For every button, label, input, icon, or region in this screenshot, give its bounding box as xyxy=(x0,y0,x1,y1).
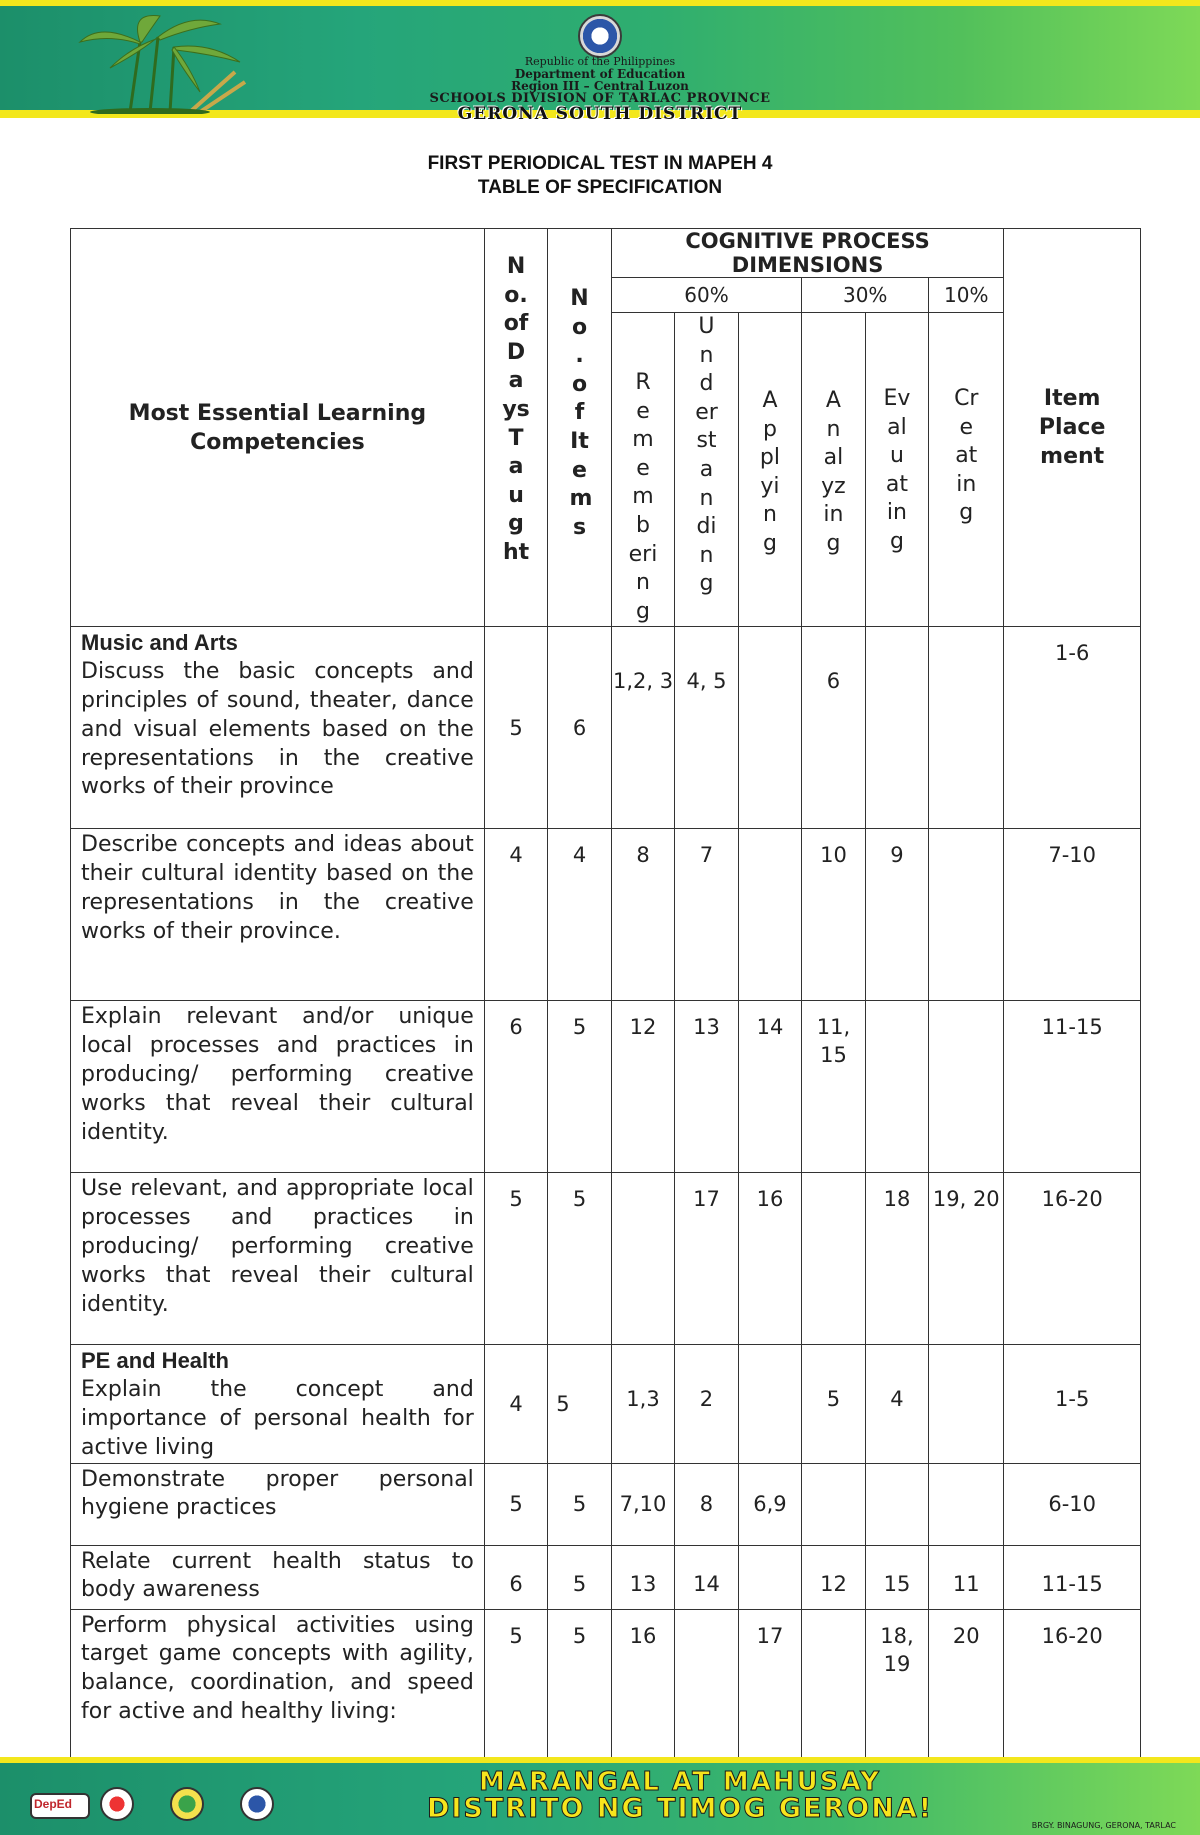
header-analyzing: A n al yz in g xyxy=(802,313,865,627)
competency-cell xyxy=(71,829,485,1001)
items-cell: 4 xyxy=(548,829,611,1001)
applying-cell xyxy=(738,829,801,1001)
table-row xyxy=(71,1173,1141,1345)
creating-cell: 19, 20 xyxy=(929,1173,1004,1345)
days-cell: 6 xyxy=(484,1545,547,1609)
evaluating-cell: 18 xyxy=(865,1173,928,1345)
items-cell: 5 xyxy=(548,1173,611,1345)
table-row xyxy=(71,1345,1141,1463)
remembering-cell: 16 xyxy=(611,1609,674,1757)
placement-cell: 11-15 xyxy=(1004,1001,1141,1173)
document-title xyxy=(0,152,1200,200)
table-row xyxy=(71,1001,1141,1173)
competency-cell xyxy=(71,1609,485,1757)
division-seal-icon xyxy=(100,1787,134,1821)
footer-address: BRGY. BINAGUNG, GERONA, TARLAC xyxy=(1031,1821,1176,1830)
placement-cell: 1-5 xyxy=(1004,1345,1141,1463)
understanding-cell xyxy=(675,1609,738,1757)
remembering-cell: 13 xyxy=(611,1545,674,1609)
days-cell: 4 xyxy=(484,829,547,1001)
creating-cell: 20 xyxy=(929,1609,1004,1757)
sugarcane-tree-icon xyxy=(70,12,250,114)
applying-cell: 16 xyxy=(738,1173,801,1345)
header-60-percent: 60% xyxy=(611,278,801,313)
group-heading: PE and Health xyxy=(81,1348,229,1374)
header-item-placement: Item Place ment xyxy=(1004,229,1141,627)
evaluating-cell xyxy=(865,1001,928,1173)
analyzing-cell: 6 xyxy=(802,627,865,829)
creating-cell xyxy=(929,1001,1004,1173)
days-cell: 5 xyxy=(484,1173,547,1345)
placement-cell: 11-15 xyxy=(1004,1545,1141,1609)
creating-cell xyxy=(929,829,1004,1001)
creating-cell xyxy=(929,1345,1004,1463)
deped-seal-icon xyxy=(578,14,622,58)
header-banner xyxy=(0,0,1200,124)
competency-text: Explain the concept and importance of personal health for active living xyxy=(81,1377,474,1460)
competency-text: Discuss the basic concepts and principles of sound, theater, dance and visual elements based on the representations in the creative works of their province xyxy=(81,659,474,800)
table-row xyxy=(71,1463,1141,1545)
analyzing-cell: 12 xyxy=(802,1545,865,1609)
days-cell: 6 xyxy=(484,1001,547,1173)
header-republic: Republic of the Philippines xyxy=(524,55,676,68)
applying-cell xyxy=(738,1545,801,1609)
competency-text: Explain relevant and/or unique local processes and practices in producing/ performing creative works that reveal their cultural identity. xyxy=(81,1004,474,1145)
competency-cell xyxy=(71,1463,485,1545)
creating-cell xyxy=(929,627,1004,829)
title-line-2: TABLE OF SPECIFICATION xyxy=(477,177,723,198)
competency-text: Use relevant, and appropriate local processes and practices in producing/ performing creative works that reveal their cultural identity. xyxy=(81,1176,474,1317)
table-row xyxy=(71,829,1141,1001)
municipal-seal-icon xyxy=(170,1787,204,1821)
competency-text: Perform physical activities using target game concepts with agility, balance, coordination, and speed for active and healthy living: xyxy=(81,1612,474,1724)
understanding-cell: 8 xyxy=(675,1463,738,1545)
analyzing-cell xyxy=(802,1173,865,1345)
header-evaluating: Ev al u at in g xyxy=(865,313,928,627)
header-department: Department of Education xyxy=(514,67,686,81)
table-row xyxy=(71,627,1141,829)
header-10-percent: 10% xyxy=(929,278,1004,313)
applying-cell xyxy=(738,627,801,829)
footer-motto: MARANGAL AT MAHUSAY xyxy=(479,1767,881,1797)
competency-text: Describe concepts and ideas about their cultural identity based on the representations in the creative works of their province. xyxy=(81,832,474,944)
understanding-cell: 4, 5 xyxy=(675,627,738,829)
header-30-percent: 30% xyxy=(802,278,929,313)
deped-logo-text: DepEd xyxy=(34,1797,73,1811)
header-division: SCHOOLS DIVISION OF TARLAC PROVINCE xyxy=(429,91,771,106)
footer-banner xyxy=(0,1757,1200,1835)
evaluating-cell: 15 xyxy=(865,1545,928,1609)
items-cell: 5 xyxy=(548,1463,611,1545)
competency-cell xyxy=(71,1545,485,1609)
evaluating-cell xyxy=(865,627,928,829)
competency-cell xyxy=(71,1173,485,1345)
district-seal-icon xyxy=(240,1787,274,1821)
items-cell: 5 xyxy=(548,1545,611,1609)
understanding-cell: 2 xyxy=(675,1345,738,1463)
header-remembering: R e m e m b eri n g xyxy=(611,313,674,627)
days-cell: 5 xyxy=(484,1609,547,1757)
evaluating-cell: 18, 19 xyxy=(865,1609,928,1757)
creating-cell xyxy=(929,1463,1004,1545)
days-cell: 5 xyxy=(484,627,547,829)
placement-cell: 16-20 xyxy=(1004,1609,1141,1757)
remembering-cell xyxy=(611,1173,674,1345)
placement-cell: 1-6 xyxy=(1004,627,1141,829)
title-line-1: FIRST PERIODICAL TEST IN MAPEH 4 xyxy=(427,153,773,174)
applying-cell: 6,9 xyxy=(738,1463,801,1545)
creating-cell: 11 xyxy=(929,1545,1004,1609)
remembering-cell: 1,3 xyxy=(611,1345,674,1463)
header-region: Region III – Central Luzon xyxy=(511,79,689,93)
days-cell: 4 xyxy=(484,1345,547,1463)
understanding-cell: 13 xyxy=(675,1001,738,1173)
table-row xyxy=(71,1545,1141,1609)
analyzing-cell: 11, 15 xyxy=(802,1001,865,1173)
evaluating-cell: 9 xyxy=(865,829,928,1001)
evaluating-cell xyxy=(865,1463,928,1545)
applying-cell xyxy=(738,1345,801,1463)
placement-cell: 7-10 xyxy=(1004,829,1141,1001)
days-cell: 5 xyxy=(484,1463,547,1545)
header-items: N o . o f It e m s xyxy=(548,229,611,627)
items-cell: 6 xyxy=(548,627,611,829)
understanding-cell: 7 xyxy=(675,829,738,1001)
header-cognitive-dimensions: COGNITIVE PROCESS DIMENSIONS xyxy=(611,229,1004,278)
analyzing-cell xyxy=(802,1463,865,1545)
evaluating-cell: 4 xyxy=(865,1345,928,1463)
competency-text: Demonstrate proper personal hygiene practices xyxy=(81,1466,474,1521)
items-cell: 5 xyxy=(548,1345,611,1463)
understanding-cell: 17 xyxy=(675,1173,738,1345)
header-text xyxy=(380,56,820,123)
placement-cell: 6-10 xyxy=(1004,1463,1141,1545)
items-cell: 5 xyxy=(548,1001,611,1173)
competency-text: Relate current health status to body awareness xyxy=(81,1548,474,1603)
remembering-cell: 12 xyxy=(611,1001,674,1173)
competency-cell xyxy=(71,627,485,829)
competency-cell xyxy=(71,1001,485,1173)
understanding-cell: 14 xyxy=(675,1545,738,1609)
header-district: GERONA SOUTH DISTRICT xyxy=(457,104,743,124)
analyzing-cell: 5 xyxy=(802,1345,865,1463)
competency-cell xyxy=(71,1345,485,1463)
remembering-cell: 8 xyxy=(611,829,674,1001)
applying-cell: 14 xyxy=(738,1001,801,1173)
placement-cell: 16-20 xyxy=(1004,1173,1141,1345)
remembering-cell: 7,10 xyxy=(611,1463,674,1545)
header-understanding: U n d er st a n di n g xyxy=(675,313,738,627)
footer-district: DISTRITO NG TIMOG GERONA! xyxy=(426,1793,934,1824)
analyzing-cell xyxy=(802,1609,865,1757)
table-row xyxy=(71,1609,1141,1757)
analyzing-cell: 10 xyxy=(802,829,865,1001)
group-heading: Music and Arts xyxy=(81,630,238,656)
header-days-taught: N o. of D a ys T a u g ht xyxy=(484,229,547,627)
specification-table xyxy=(70,228,1141,1758)
remembering-cell: 1,2, 3 xyxy=(611,627,674,829)
header-competencies: Most Essential Learning Competencies xyxy=(71,229,485,627)
applying-cell: 17 xyxy=(738,1609,801,1757)
items-cell: 5 xyxy=(548,1609,611,1757)
header-creating: Cr e at in g xyxy=(929,313,1004,627)
header-applying: A p pl yi n g xyxy=(738,313,801,627)
